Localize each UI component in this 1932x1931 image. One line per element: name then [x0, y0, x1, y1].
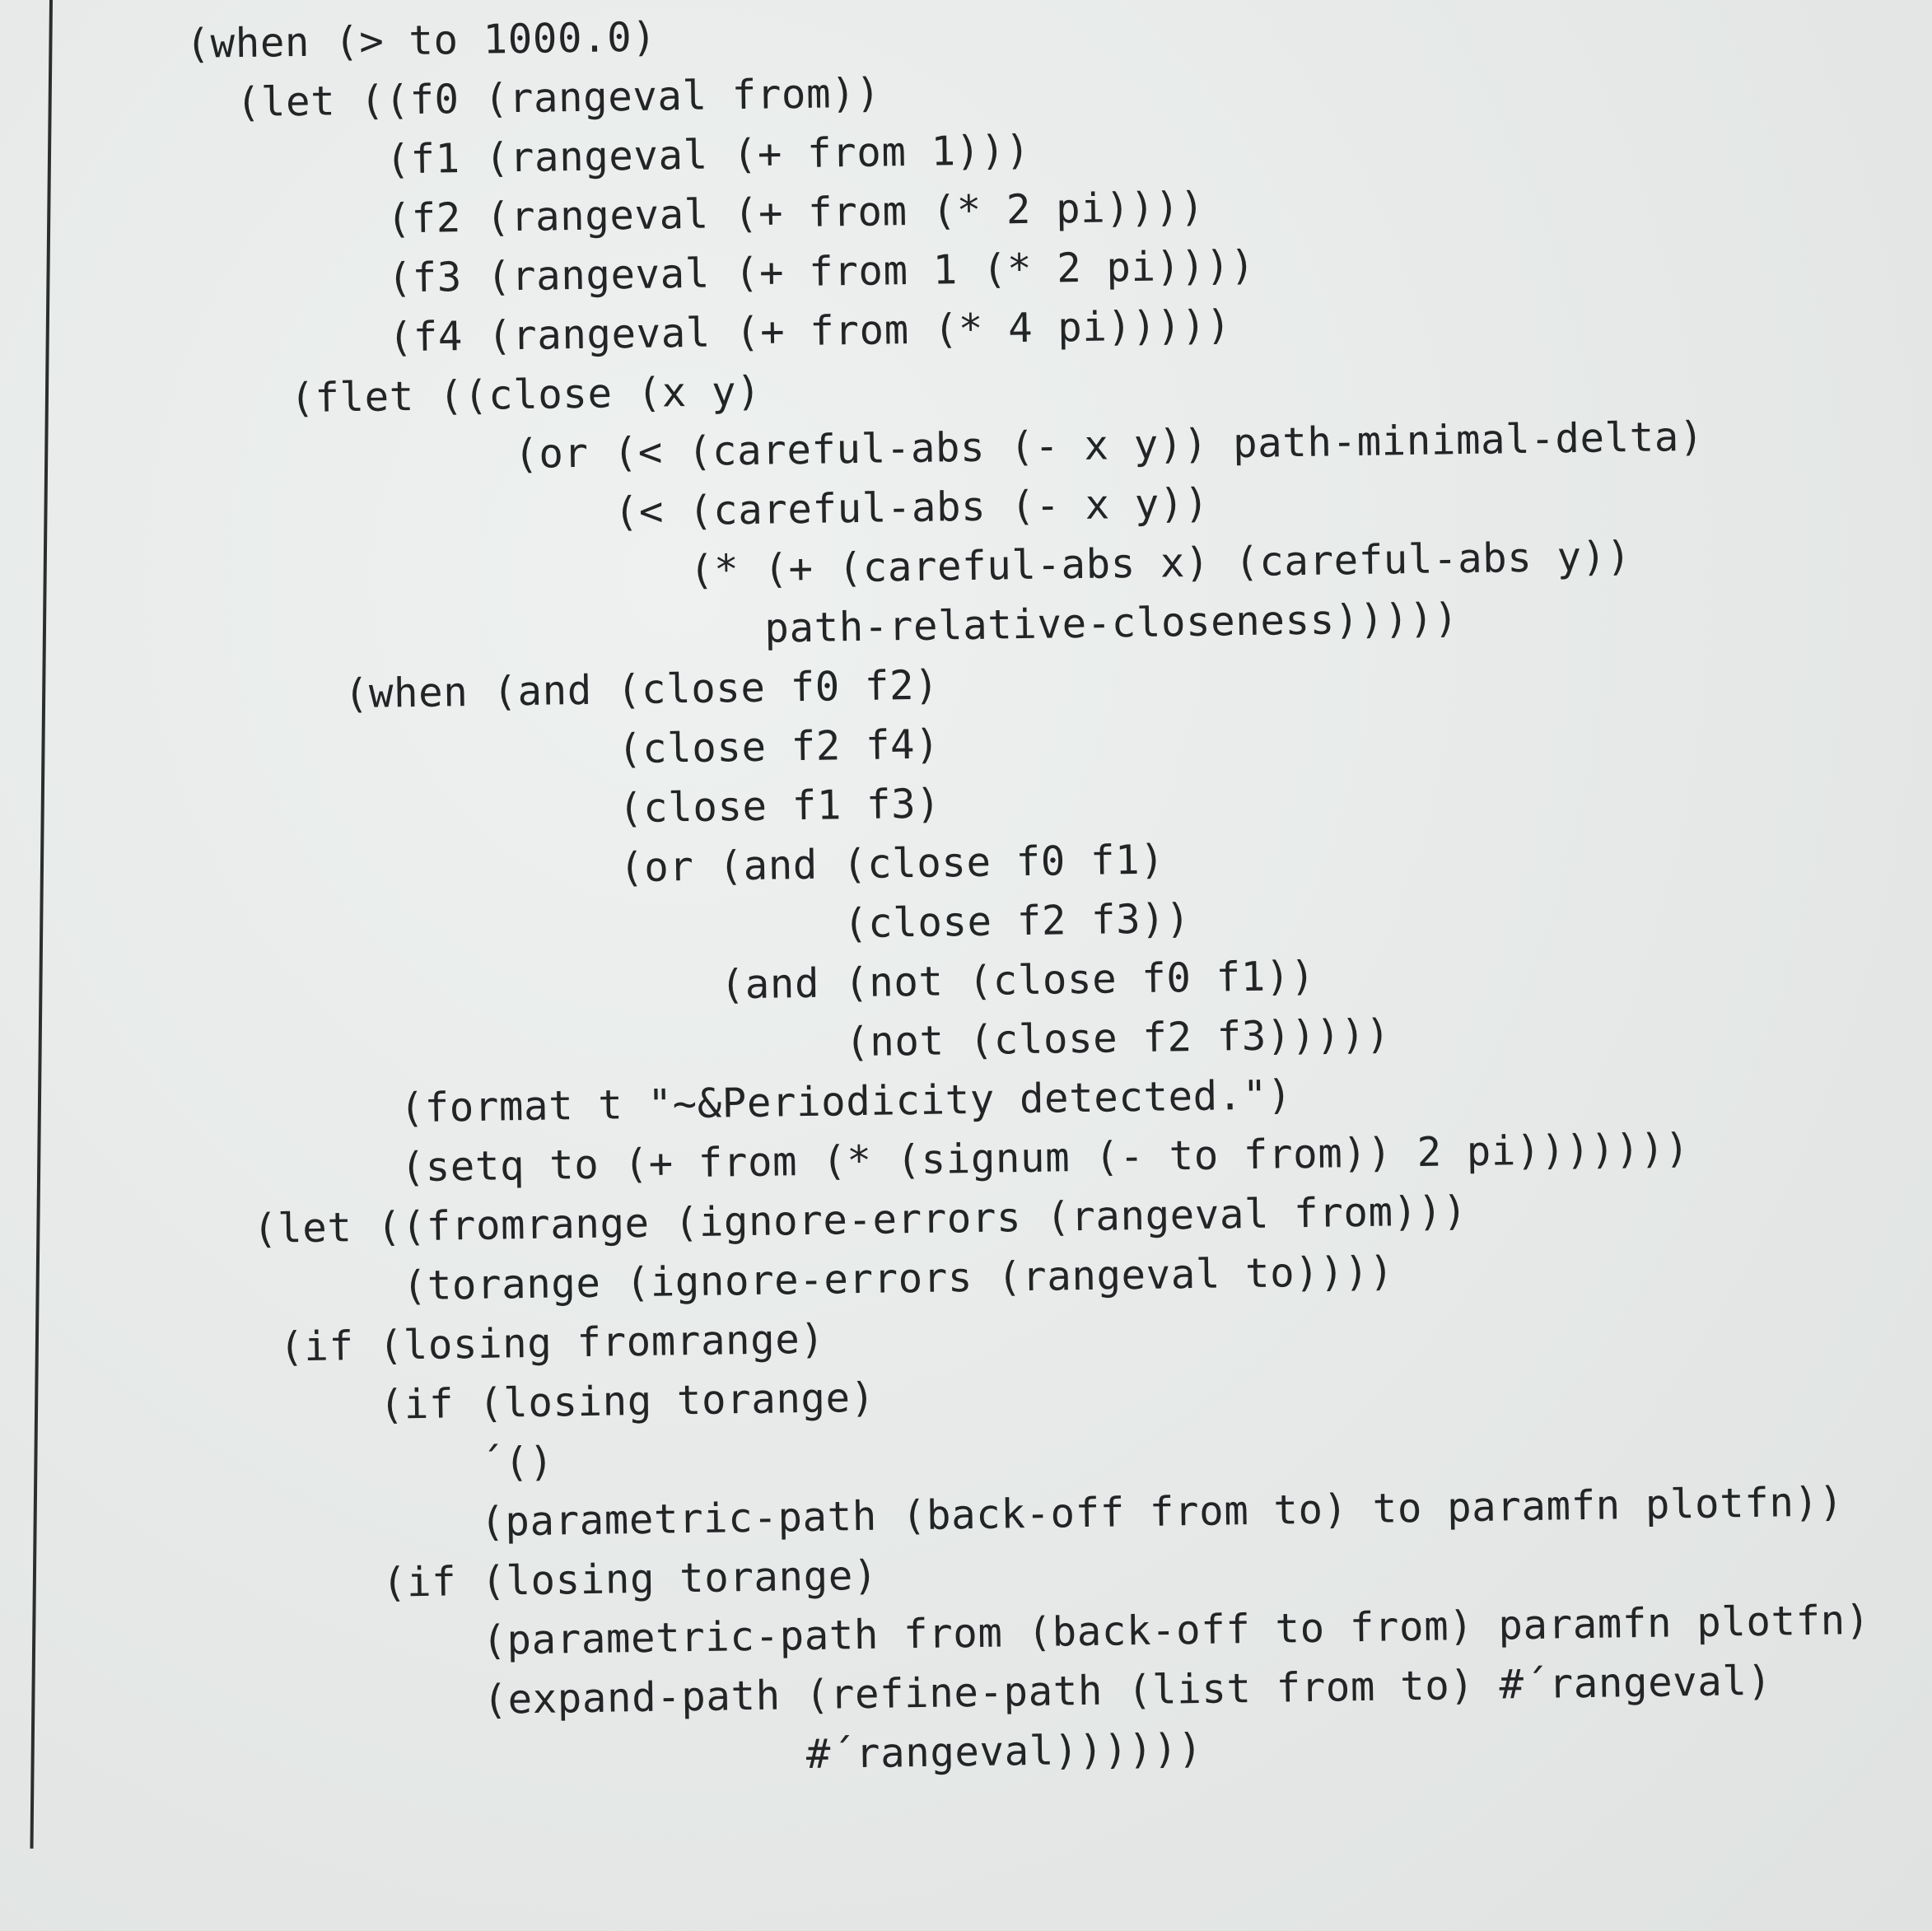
code-line: (not (close f2 f3))))) [200, 1010, 1391, 1075]
code-line: (torange (ignore-errors (rangeval to)))) [203, 1248, 1395, 1313]
code-line: (f4 (rangeval (+ from (* 4 pi))))) [189, 301, 1232, 364]
code-line: (close f2 f4) [195, 721, 940, 779]
code-line: (if (losing torange) [208, 1551, 879, 1609]
code-line: (let ((f0 (rangeval from)) [186, 69, 881, 127]
code-line: (if (losing torange) [205, 1374, 876, 1431]
code-line: (* (+ (careful-abs x) (careful-abs y)) [193, 533, 1632, 601]
code-line: (format t "~&Periodicity detected.") [201, 1071, 1293, 1135]
margin-rule [30, 0, 53, 1849]
code-line: path-relative-closeness))))) [194, 595, 1459, 660]
code-line: (< (careful-abs (- x y)) [192, 479, 1210, 542]
code-line: (if (losing fromrange) [204, 1315, 825, 1372]
code-line: (f1 (rangeval (+ from 1))) [187, 126, 1031, 186]
code-line: (or (and (close f0 f1) [198, 836, 1165, 898]
code-line: #´rangeval)))))) [211, 1724, 1203, 1787]
code-line: (when (and (close f0 f2) [194, 661, 940, 720]
code-line: (parametric-path from (back-off to from) paramfn plotfn) [208, 1596, 1871, 1668]
code-line: (let ((fromrange (ignore-errors (rangeval from))) [203, 1187, 1468, 1253]
code-line: (flet ((close (x y) [190, 367, 762, 423]
code-line: (f2 (rangeval (+ from (* 2 pi)))) [188, 183, 1206, 245]
code-line: (or (< (careful-abs (- x y)) path-minimal-delta) [191, 413, 1705, 483]
code-line: (when (> to 1000.0) [185, 13, 657, 68]
code-line: ´() [206, 1438, 554, 1490]
code-line: (setq to (+ from (* (signum (- to from)) 2 pi))))))) [202, 1125, 1691, 1194]
code-line: (f3 (rangeval (+ from 1 (* 2 pi)))) [189, 241, 1256, 305]
code-line: (and (not (close f0 f1)) [199, 952, 1316, 1016]
code-listing [185, 0, 1898, 1787]
code-line: (close f2 f3)) [198, 895, 1191, 957]
code-line: (close f1 f3) [196, 780, 941, 838]
code-line: (expand-path (refine-path (list from to) #´rangeval) [210, 1657, 1772, 1728]
code-line: (parametric-path (back-off from to) to paramfn plotfn)) [207, 1478, 1845, 1550]
